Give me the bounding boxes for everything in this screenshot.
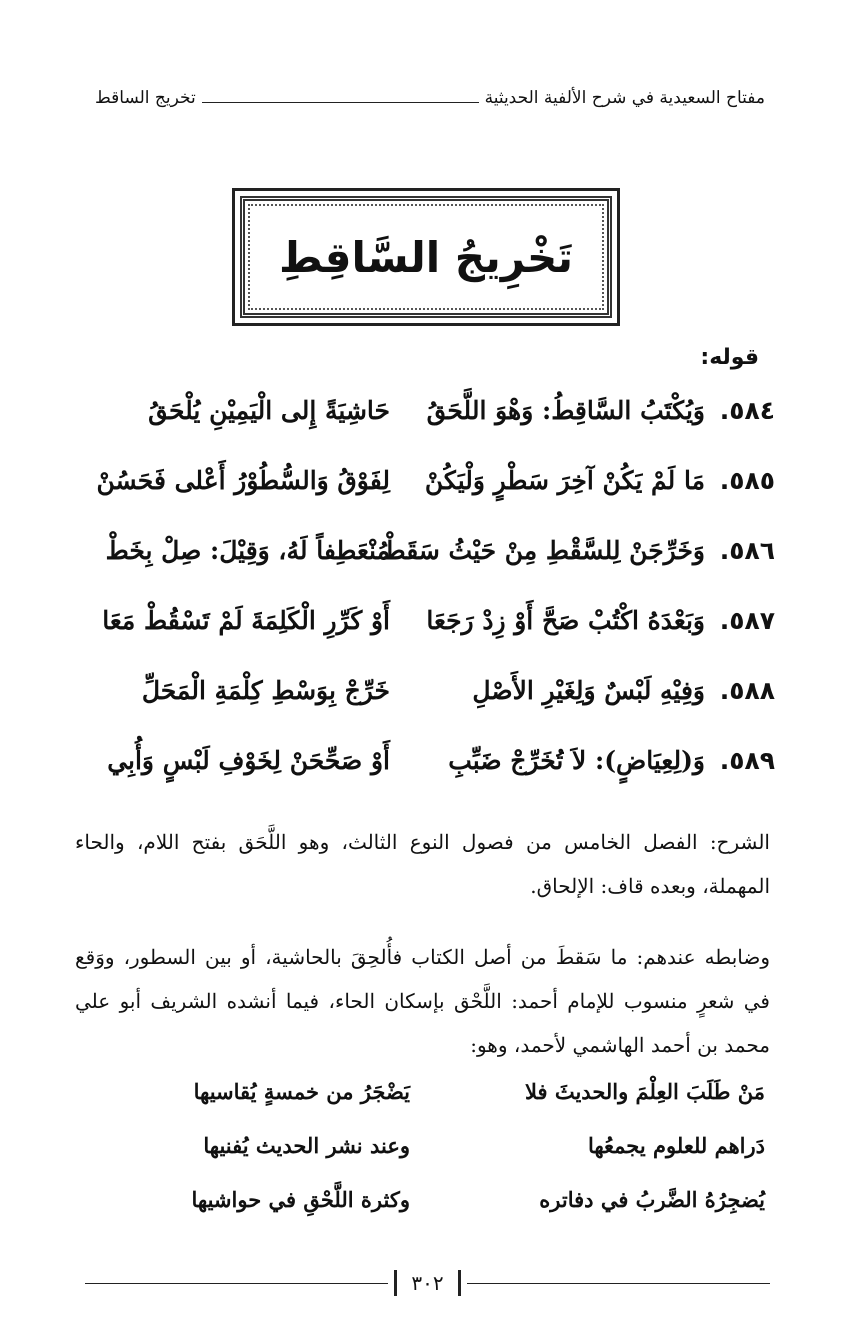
verse-row <box>60 530 795 600</box>
poem-first-hemistich: دَراهم للعلوم يجمعُها <box>587 1133 765 1158</box>
poem-first-hemistich: مَنْ طَلَبَ العِلْمَ والحديثَ فلا <box>524 1079 765 1104</box>
poem-line <box>80 1129 765 1183</box>
chapter-title: تَخْرِيجُ السَّاقِطِ <box>279 232 573 282</box>
verse-list <box>60 390 795 810</box>
poem-line <box>80 1183 765 1237</box>
poem-second-hemistich: وعند نشر الحديث يُفنيها <box>203 1133 410 1158</box>
quoted-poem <box>80 1075 765 1237</box>
verse-first-hemistich: وَفِيْهِ لَبْسٌ وَلِغَيْرِ الأَصْلِ <box>472 676 705 705</box>
verse-second-hemistich: مُنْعَطِفاً لَهُ، وَقِيْلَ: صِلْ بِخَطْ <box>105 536 390 565</box>
poem-line <box>80 1075 765 1129</box>
commentary-paragraph: الشرح: الفصل الخامس من فصول النوع الثالث، وهو اللَّحَق بفتح اللام، والحاء المهملة، وبعده قاف: الإلحاق. <box>75 830 770 898</box>
page-footer <box>85 1268 770 1298</box>
verse-number: ٥٨٨. <box>719 676 775 705</box>
verse-first-hemistich: وَخَرِّجَنْ لِلسَّقْطِ مِنْ حَيْثُ سَقَطْ <box>382 536 705 565</box>
verse-number: ٥٨٤. <box>719 396 775 425</box>
header-rule <box>202 102 479 103</box>
intro-label: قوله: <box>700 345 759 370</box>
verse-row <box>60 460 795 530</box>
verse-number: ٥٨٩. <box>719 746 775 775</box>
book-title: مفتاح السعيدية في شرح الألفية الحديثية <box>484 88 765 108</box>
poem-first-hemistich: يُضجِرُهُ الضَّربُ في دفاتره <box>539 1187 765 1212</box>
section-title: تخريج الساقط <box>95 88 196 108</box>
chapter-title-frame <box>232 188 620 326</box>
verse-first-hemistich: مَا لَمْ يَكُنْ آخِرَ سَطْرٍ وَلْيَكُنْ <box>424 466 705 495</box>
commentary-paragraph: وضابطه عندهم: ما سَقطَ من أصل الكتاب فأُلحِقَ بالحاشية، أو بين السطور، ووَقع في شعرٍ منسوب للإمام أحمد: اللَّحْق بإسكان الحاء، فيما أنشده الشريف أبو علي محمد بن أحمد الهاشمي لأحمد، وهو: <box>75 945 770 1057</box>
verse-number: ٥٨٧. <box>719 606 775 635</box>
ornamental-border <box>240 196 612 318</box>
footer-rule <box>85 1283 388 1284</box>
verse-second-hemistich: خَرِّجْ بِوَسْطِ كِلْمَةِ الْمَحَلِّ <box>141 676 390 705</box>
verse-row <box>60 670 795 740</box>
page-number: ٣٠٢ <box>394 1270 460 1296</box>
verse-number: ٥٨٥. <box>719 466 775 495</box>
verse-second-hemistich: حَاشِيَةً إِلى الْيَمِيْنِ يُلْحَقُ <box>148 396 390 425</box>
verse-first-hemistich: وَبَعْدَهُ اكْتُبْ صَحَّ أَوْ زِدْ رَجَعَا <box>426 606 705 635</box>
verse-first-hemistich: وَيُكْتَبُ السَّاقِطُ: وَهْوَ اللَّحَقُ <box>426 396 705 425</box>
verse-row <box>60 390 795 460</box>
verse-second-hemistich: أَوْ صَحِّحَنْ لِخَوْفِ لَبْسٍ وَأُبِي <box>107 746 390 775</box>
verse-second-hemistich: لِفَوْقُ وَالسُّطُوْرُ أَعْلى فَحَسُنْ <box>96 466 390 495</box>
running-header <box>95 86 765 110</box>
verse-number: ٥٨٦. <box>719 536 775 565</box>
poem-second-hemistich: وكثرة اللَّحْقِ في حواشيها <box>191 1187 410 1212</box>
verse-row <box>60 740 795 810</box>
verse-first-hemistich: وَ(لِعِيَاضٍ): لاَ تُخَرِّجْ ضَبِّبِ <box>448 746 705 775</box>
verse-row <box>60 600 795 670</box>
poem-second-hemistich: يَضْجَرُ من خمسةٍ يُقاسيها <box>193 1079 410 1104</box>
footer-rule <box>467 1283 770 1284</box>
verse-second-hemistich: أَوْ كَرِّرِ الْكَلِمَةَ لَمْ تَسْقُطْ مَعَا <box>102 606 390 635</box>
